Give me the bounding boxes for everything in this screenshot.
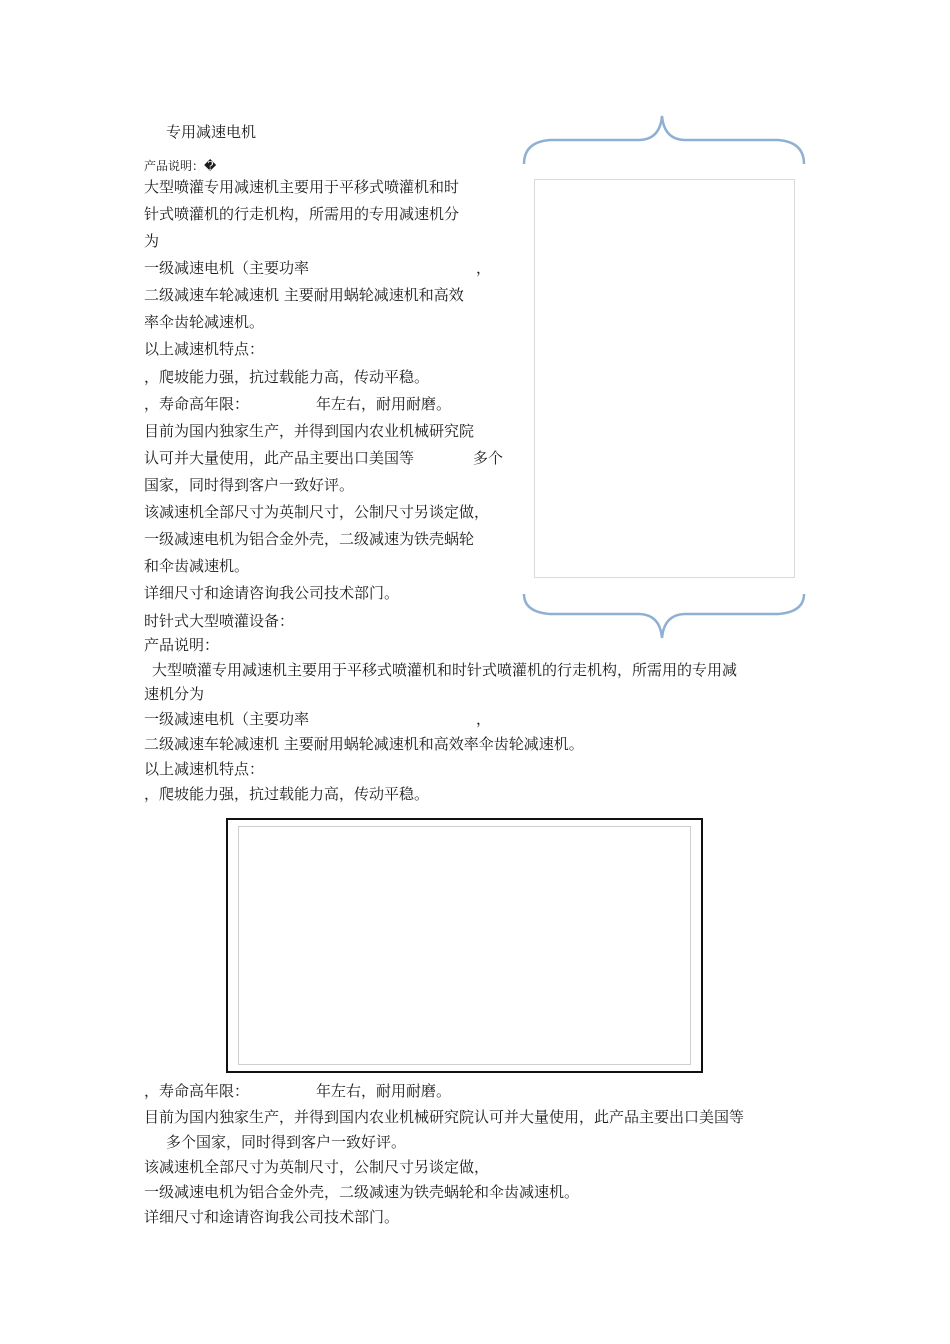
s2-feature-1: ，爬坡能力强，抗过载能力高，传动平稳。 [144,785,430,803]
s1-para-6: 和伞齿减速机。 [144,557,250,575]
s2-wheel-line: 二级减速车轮减速机 主要耐用蜗轮减速机和高效率伞齿轮减速机。 [144,735,584,753]
s1-features-heading: 以上减速机特点： [144,340,265,358]
s1-wheel-line: 二级减速车轮减速机 主要耐用蜗轮减速机和高效 [144,286,464,304]
s2-para-3: 该减速机全部尺寸为英制尺寸，公制尺寸另谈定做， [144,1158,490,1176]
s2-para-2: 多个国家，同时得到客户一致好评。 [166,1133,407,1151]
s1-para-2a: 认可并大量使用，此产品主要出口美国等 [144,449,415,467]
s2-para-1: 目前为国内独家生产，并得到国内农业机械研究院认可并大量使用，此产品主要出口美国等 [144,1108,745,1126]
s1-para-2b: 多个 [473,449,504,467]
missing-glyph: � [204,159,217,173]
s2-product-desc-label: 产品说明： [144,636,220,654]
s1-wheel-line-2: 率伞齿轮减速机。 [144,313,265,331]
s2-motor-line: 一级减速电机（主要功率 [144,710,310,728]
s2-motor-comma: ， [476,710,492,728]
s1-para-3: 国家，同时得到客户一致好评。 [144,476,355,494]
s1-desc-line-1: 大型喷灌专用减速机主要用于平移式喷灌机和时 [144,178,460,196]
product-desc-label [144,157,216,175]
s1-motor-comma: ， [476,259,492,277]
s1-para-1: 目前为国内独家生产，并得到国内农业机械研究院 [144,422,475,440]
s1-para-5: 一级减速电机为铝合金外壳，二级减速为铁壳蜗轮 [144,530,475,548]
product-image-inner-frame [238,826,691,1065]
s1-feature-2b: 年左右，耐用耐磨。 [316,395,452,413]
s2-desc-line-1: 大型喷灌专用减速机主要用于平移式喷灌机和时针式喷灌机的行走机构，所需用的专用减 [152,661,738,679]
s1-desc-line-2: 针式喷灌机的行走机构，所需用的专用减速机分 [144,205,460,223]
s1-feature-2a: ，寿命高年限： [144,395,250,413]
s2-para-4: 一级减速电机为铝合金外壳，二级减速为铁壳蜗轮和伞齿减速机。 [144,1183,580,1201]
s1-motor-line: 一级减速电机（主要功率 [144,259,310,277]
product-desc-label-text: 产品说明： [144,159,205,173]
s2-heading: 时针式大型喷灌设备： [144,612,295,630]
s2-feature-2a: ，寿命高年限： [144,1082,250,1100]
product-image-placeholder-1 [534,179,795,578]
s2-features-heading: 以上减速机特点： [144,760,265,778]
product-image-placeholder-2 [226,818,703,1073]
page-title: 专用减速电机 [166,123,257,141]
s2-para-5: 详细尺寸和途请咨询我公司技术部门。 [144,1208,400,1226]
s1-desc-line-3: 为 [144,232,160,250]
s1-para-4: 该减速机全部尺寸为英制尺寸，公制尺寸另谈定做， [144,503,490,521]
s1-para-7: 详细尺寸和途请咨询我公司技术部门。 [144,584,400,602]
s2-feature-2b: 年左右，耐用耐磨。 [316,1082,452,1100]
s2-desc-line-2: 速机分为 [144,685,205,703]
s1-feature-1: ，爬坡能力强，抗过载能力高，传动平稳。 [144,368,430,386]
